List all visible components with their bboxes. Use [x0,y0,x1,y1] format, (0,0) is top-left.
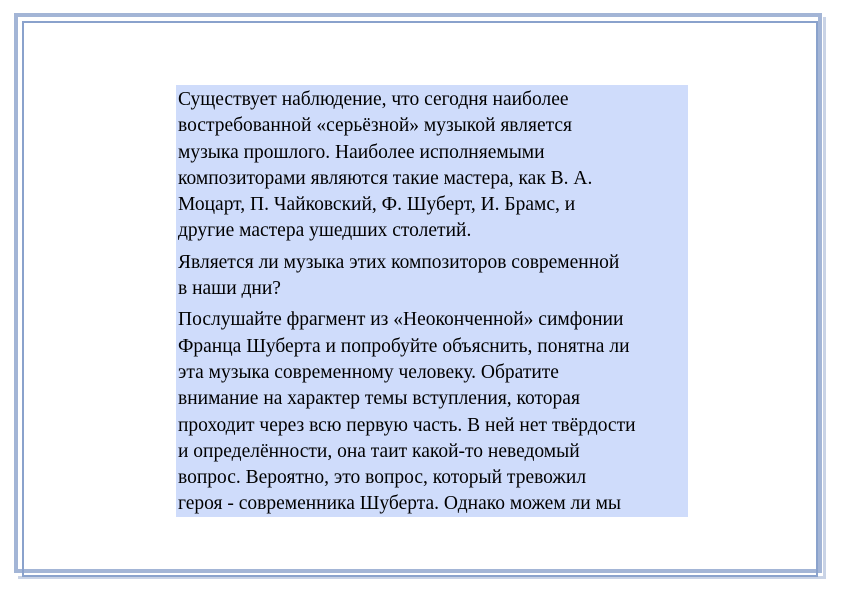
paragraph-intro [178,87,688,245]
text-line: Послушайте фрагмент из «Неоконченной» симфонии [178,309,624,331]
text-line: Существует наблюдение, что сегодня наиболее [178,89,569,110]
text-line: Является ли музыка этих композиторов современной [178,251,620,273]
text-line: героя - современника Шуберта. Однако можем ли мы [178,493,622,515]
text-line: внимание на характер темы вступления, которая [178,388,580,410]
text-line: другие мастера ушедших столетий. [178,220,472,242]
text-line: востребованной «серьёзной» музыкой является [178,115,572,137]
text-line: музыка прошлого. Наиболее исполняемыми [178,141,545,163]
text-box [176,85,688,517]
text-line: вопрос. Вероятно, это вопрос, который тревожил [178,467,587,489]
paragraph-task [178,307,688,517]
text-line: в наши дни? [178,278,281,300]
text-line: проходит через всю первую часть. В ней нет твёрдости [178,414,636,436]
text-line: эта музыка современному человеку. Обратите [178,361,559,383]
text-line: Моцарт, П. Чайковский, Ф. Шуберт, И. Брамс, и [178,194,576,216]
text-line: Франца Шуберта и попробуйте объяснить, понятна ли [178,335,630,357]
text-line: композиторами являются такие мастера, как В. А. [178,167,593,189]
text-line: и определённости, она таит какой-то неведомый [178,440,580,462]
paragraph-question [178,250,688,303]
